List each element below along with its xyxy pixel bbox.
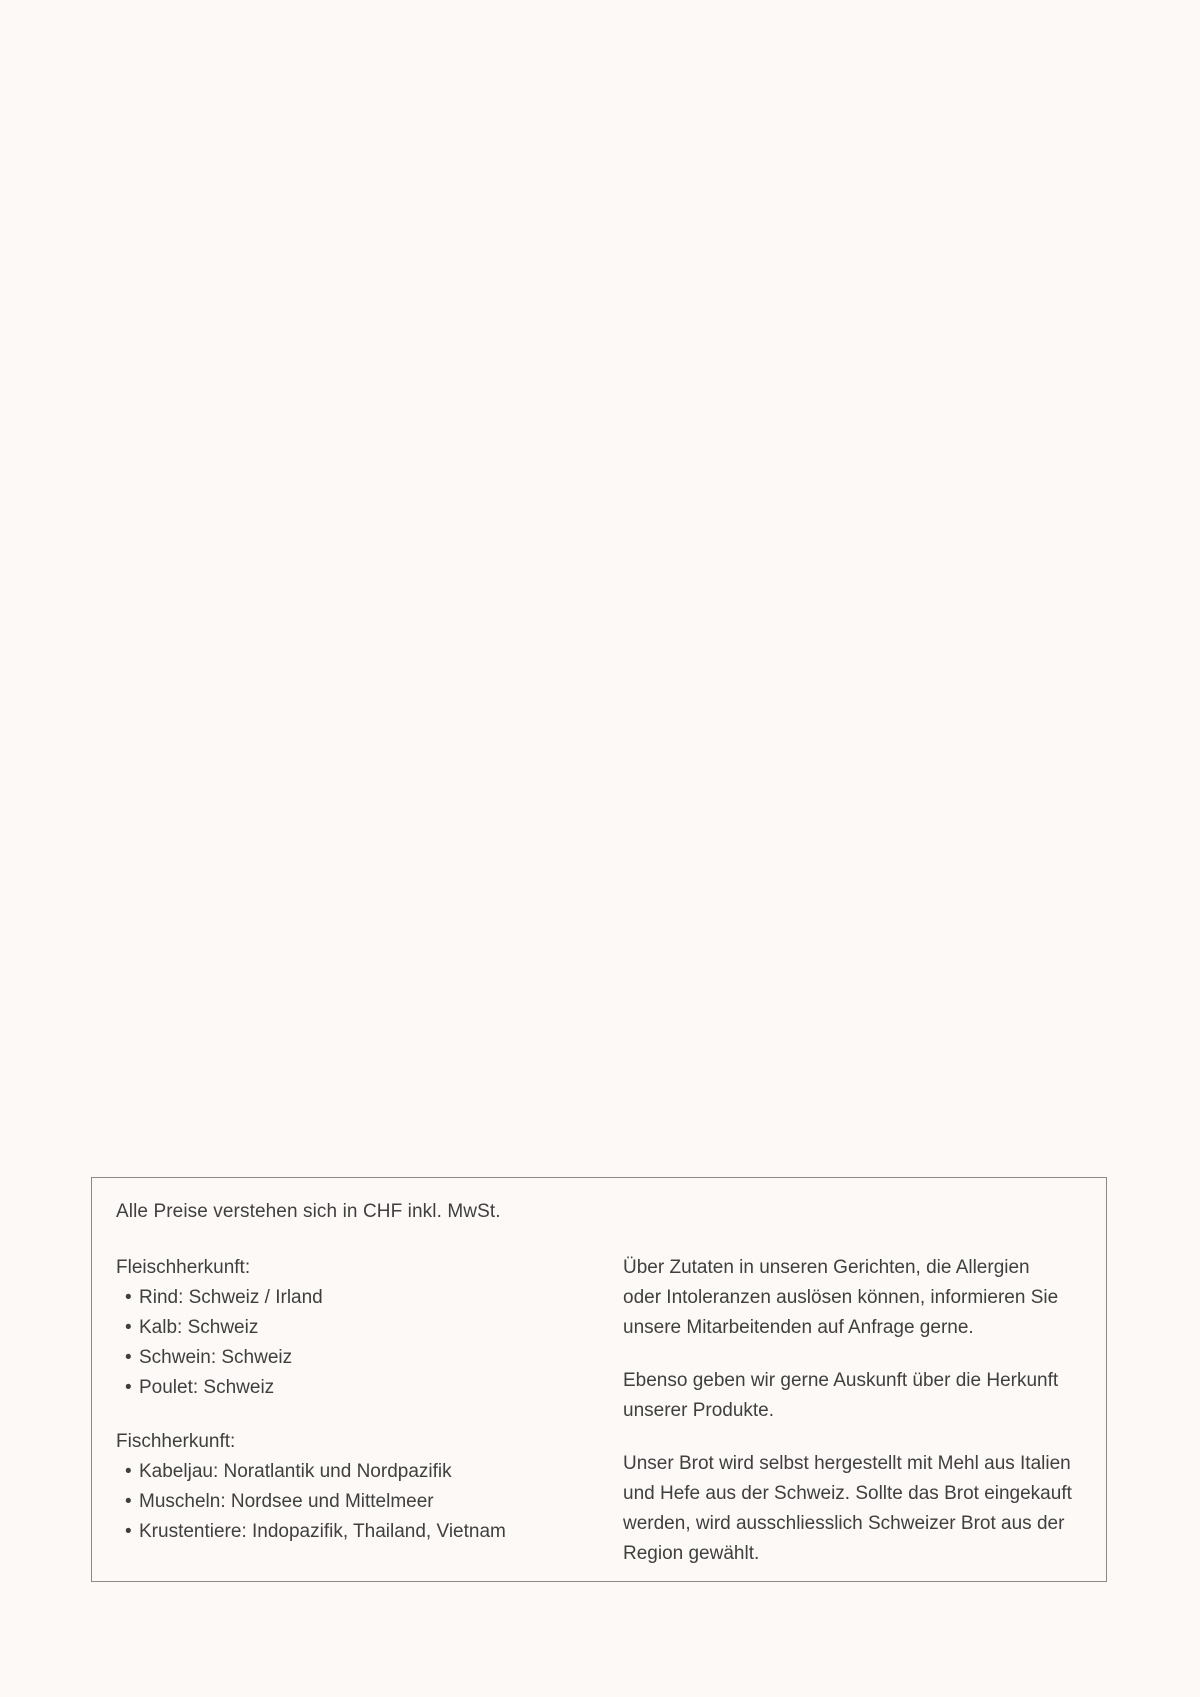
list-item [116, 1487, 586, 1517]
bullet-icon: • [125, 1317, 132, 1338]
meat-origin-item: Poulet: Schweiz [139, 1377, 275, 1398]
bullet-icon: • [125, 1287, 132, 1308]
text-line: Region gewählt. [623, 1543, 760, 1564]
meat-origin-item: Kalb: Schweiz [139, 1317, 259, 1338]
origin-column [116, 1253, 586, 1571]
list-item [116, 1343, 586, 1373]
text-line: unsere Mitarbeitenden auf Anfrage gerne. [623, 1317, 974, 1338]
notes-column [623, 1253, 1093, 1592]
meat-origin-title: Fleischherkunft: [116, 1257, 251, 1278]
text-line: Ebenso geben wir gerne Auskunft über die Herkunft [623, 1370, 1059, 1391]
text-line: Unser Brot wird selbst hergestellt mit Mehl aus Italien [623, 1453, 1071, 1474]
bullet-icon: • [125, 1491, 132, 1512]
meat-origin-item: Schwein: Schweiz [139, 1347, 293, 1368]
list-item [116, 1517, 586, 1547]
fish-origin-list [116, 1457, 586, 1547]
bullet-icon: • [125, 1461, 132, 1482]
meat-origin-item: Rind: Schweiz / Irland [139, 1287, 323, 1308]
list-item [116, 1283, 586, 1313]
text-line: und Hefe aus der Schweiz. Sollte das Brot eingekauft [623, 1483, 1072, 1504]
fish-origin-title: Fischherkunft: [116, 1431, 236, 1452]
price-note: Alle Preise verstehen sich in CHF inkl. MwSt. [116, 1201, 501, 1222]
text-line: oder Intoleranzen auslösen können, informieren Sie [623, 1287, 1059, 1308]
text-line: unserer Produkte. [623, 1400, 775, 1421]
meat-origin-group [116, 1253, 586, 1403]
meat-origin-list [116, 1283, 586, 1403]
bullet-icon: • [125, 1347, 132, 1368]
fish-origin-group [116, 1427, 586, 1547]
fish-origin-item: Kabeljau: Noratlantik und Nordpazifik [139, 1461, 452, 1482]
list-item [116, 1313, 586, 1343]
list-item [116, 1457, 586, 1487]
allergy-note [623, 1253, 1093, 1343]
text-line: Über Zutaten in unseren Gerichten, die Allergien [623, 1257, 1030, 1278]
text-line: werden, wird ausschliesslich Schweizer Brot aus der [623, 1513, 1065, 1534]
fish-origin-item: Muscheln: Nordsee und Mittelmeer [139, 1491, 434, 1512]
bullet-icon: • [125, 1377, 132, 1398]
bullet-icon: • [125, 1521, 132, 1542]
origin-info-note [623, 1366, 1093, 1426]
fish-origin-item: Krustentiere: Indopazifik, Thailand, Vietnam [139, 1521, 506, 1542]
bread-note [623, 1449, 1093, 1569]
info-box [91, 1177, 1107, 1582]
list-item [116, 1373, 586, 1403]
